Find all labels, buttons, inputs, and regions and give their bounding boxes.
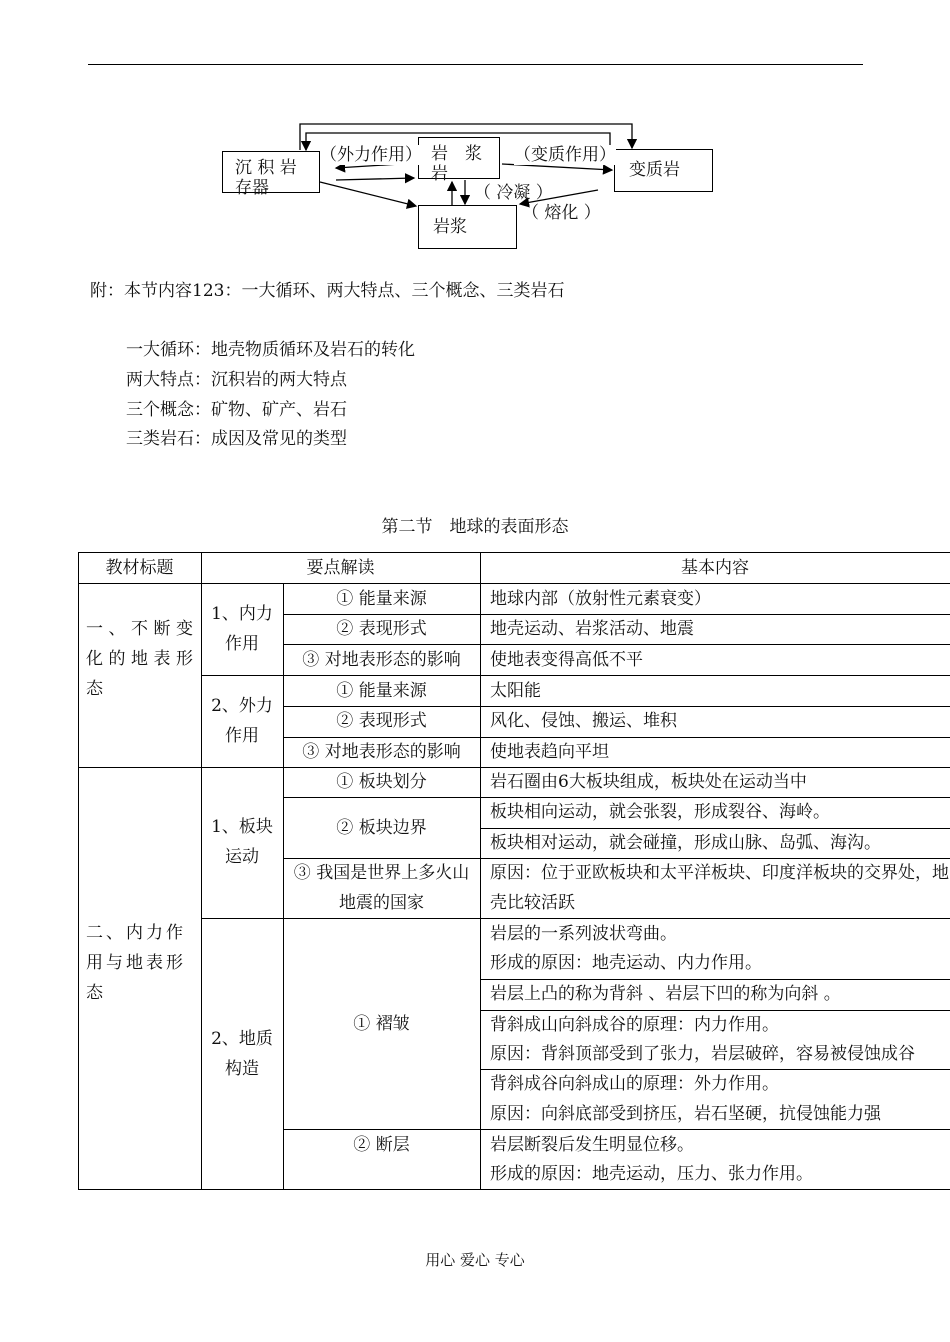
rock-cycle-diagram: [0, 0, 950, 260]
content-cell: 地壳运动、岩浆活动、地震: [490, 619, 694, 639]
notes-intro: 附：本节内容123：一大循环、两大特点、三个概念、三类岩石: [90, 281, 565, 301]
content-cell: 地球内部（放射性元素衰变）: [490, 589, 711, 609]
content-cell: 岩层断裂后发生明显位移。: [490, 1135, 694, 1155]
page-footer: 用心 爱心 专心: [425, 1251, 525, 1269]
magma-rock-box: 岩 浆 岩: [418, 137, 500, 179]
content-cell: 原因：背斜顶部受到了张力，岩层破碎，容易被侵蚀成谷: [490, 1044, 915, 1064]
subtopic-cell: 1、板块运动: [211, 817, 273, 867]
content-cell: 岩层的一系列波状弯曲。: [490, 924, 677, 944]
topic-cell: 二、内力作用与地表形态: [86, 923, 186, 1003]
point-cell: ① 褶皱: [353, 1014, 410, 1034]
point-cell: ③ 对地表形态的影响: [302, 742, 461, 762]
note-item: 一大循环：地壳物质循环及岩石的转化: [126, 340, 415, 360]
content-cell: 背斜成山向斜成谷的原理：内力作用。: [490, 1015, 779, 1035]
magma-box: 岩浆: [418, 205, 517, 249]
content-cell: 原因：位于亚欧板块和太平洋板块、印度洋板块的交界处，地: [490, 863, 949, 883]
point-cell: ③ 我国是世界上多火山地震的国家: [293, 863, 470, 913]
section-title: 第二节 地球的表面形态: [381, 517, 569, 537]
label-melting: （ 熔化 ）: [522, 203, 601, 223]
content-cell: 使地表趋向平坦: [490, 742, 609, 762]
point-cell: ② 表现形式: [336, 711, 427, 731]
header-cell: 基本内容: [681, 558, 749, 578]
header-cell: 要点解读: [306, 558, 375, 578]
point-cell: ① 板块划分: [336, 772, 427, 792]
label-metamorphism: （变质作用）: [514, 145, 616, 165]
content-cell: 壳比较活跃: [490, 893, 575, 913]
subtopic-cell: 2、外力作用: [211, 696, 273, 746]
label-cooling: （ 冷凝 ）: [474, 183, 553, 203]
summary-table: [78, 552, 950, 1192]
content-cell: 太阳能: [490, 681, 541, 701]
label-external-force: （外力作用）: [320, 145, 422, 165]
metamorphic-rock-box: 变质岩: [614, 149, 713, 192]
point-cell: ③ 对地表形态的影响: [302, 650, 461, 670]
content-cell: 形成的原因：地壳运动、内力作用。: [490, 953, 762, 973]
topic-cell: 一、不断变化的地表形态: [86, 619, 196, 699]
header-cell: 教材标题: [105, 558, 174, 578]
content-cell: 背斜成谷向斜成山的原理：外力作用。: [490, 1074, 779, 1094]
sedimentary-rock-box: 沉 积 岩 存器: [222, 151, 320, 193]
content-cell: 使地表变得高低不平: [490, 650, 643, 670]
point-cell: ② 表现形式: [336, 619, 427, 639]
content-cell: 风化、侵蚀、搬运、堆积: [490, 711, 677, 731]
subtopic-cell: 2、地质构造: [211, 1029, 273, 1079]
content-cell: 岩层上凸的称为背斜 、岩层下凹的称为向斜 。: [490, 984, 841, 1004]
content-cell: 板块相对运动，就会碰撞，形成山脉、岛弧、海沟。: [490, 833, 881, 853]
note-item: 两大特点：沉积岩的两大特点: [126, 370, 347, 390]
subtopic-cell: 1、内力作用: [211, 604, 273, 654]
content-cell: 原因：向斜底部受到挤压，岩石坚硬，抗侵蚀能力强: [490, 1104, 881, 1124]
point-cell: ② 断层: [353, 1135, 410, 1155]
content-cell: 岩石圈由6大板块组成，板块处在运动当中: [490, 772, 807, 792]
note-item: 三类岩石：成因及常见的类型: [126, 429, 347, 449]
note-item: 三个概念：矿物、矿产、岩石: [126, 400, 347, 420]
content-cell: 板块相向运动，就会张裂，形成裂谷、海岭。: [490, 802, 830, 822]
point-cell: ② 板块边界: [336, 818, 427, 838]
content-cell: 形成的原因：地壳运动，压力、张力作用。: [490, 1164, 813, 1184]
point-cell: ① 能量来源: [336, 681, 427, 701]
point-cell: ① 能量来源: [336, 589, 427, 609]
